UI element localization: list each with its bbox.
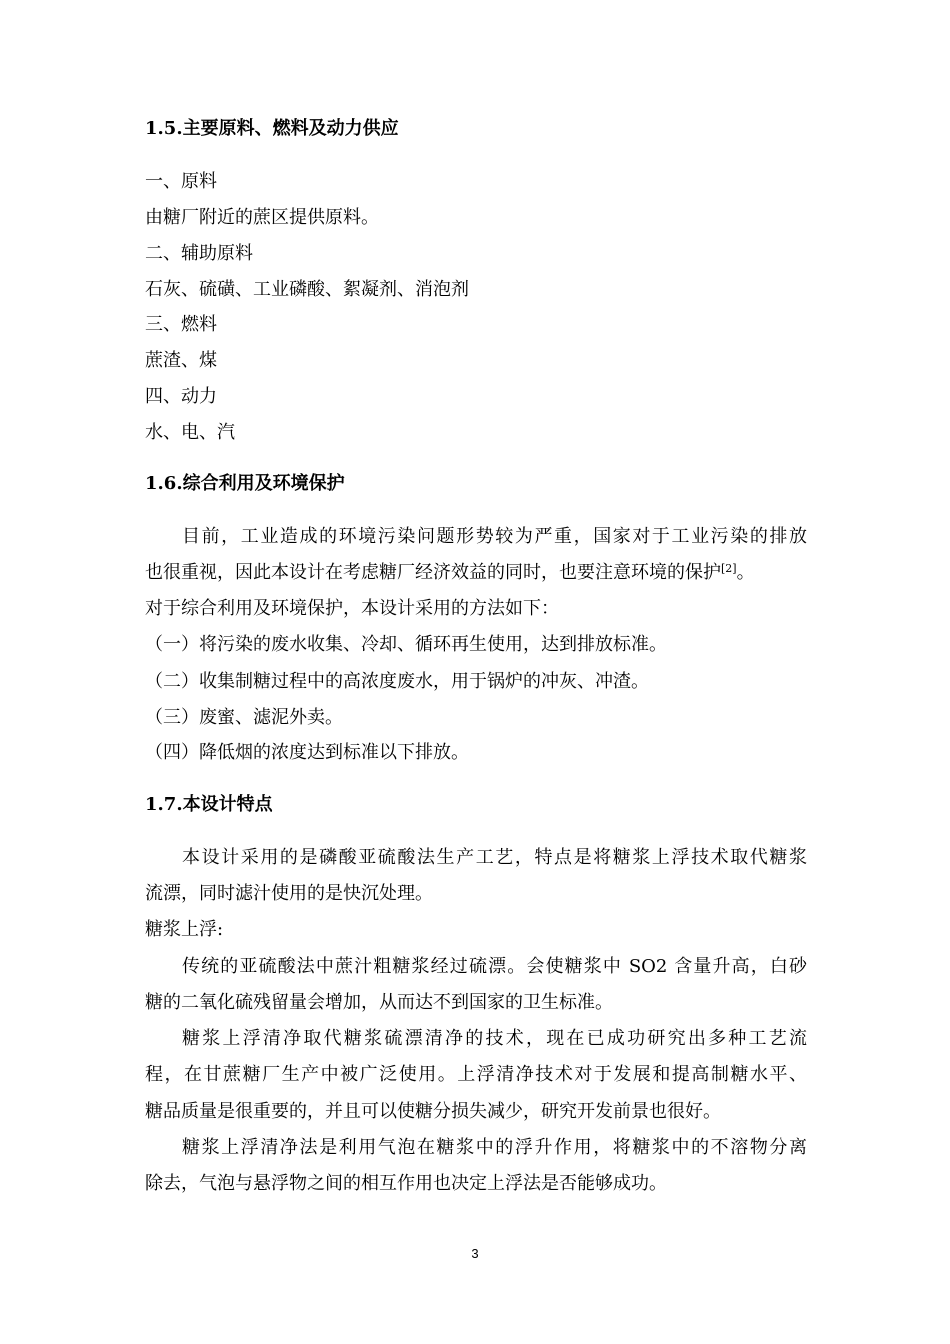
list-item: 由糖厂附近的蔗区提供原料。: [145, 207, 379, 228]
paragraph-line: 糖的二氧化硫残留量会增加，从而达不到国家的卫生标准。: [145, 992, 613, 1013]
paragraph-line: 糖浆上浮清净法是利用气泡在糖浆中的浮升作用，将糖浆中的不溶物分离: [182, 1137, 807, 1158]
paragraph-line: 糖品质量是很重要的，并且可以使糖分损失减少，研究开发前景也很好。: [145, 1101, 721, 1122]
paragraph-line: 除去，气泡与悬浮物之间的相互作用也决定上浮法是否能够成功。: [145, 1173, 667, 1194]
section-heading-1-5: 1.5.主要原料、燃料及动力供应: [145, 118, 399, 139]
list-item: 蔗渣、煤: [145, 350, 217, 371]
paragraph-line: 对于综合利用及环境保护，本设计采用的方法如下：: [145, 598, 559, 619]
citation-ref: [2]: [721, 562, 737, 575]
list-item: 水、电、汽: [145, 422, 235, 443]
paragraph-text: 也很重视，因此本设计在考虑糖厂经济效益的同时，也要注意环境的保护: [145, 562, 721, 583]
paragraph-line: 程，在甘蔗糖厂生产中被广泛使用。上浮清净技术对于发展和提高制糖水平、: [145, 1064, 807, 1085]
paragraph-line: [145, 561, 755, 585]
subheading: 糖浆上浮:: [145, 919, 224, 940]
list-item: （一）将污染的废水收集、冷却、循环再生使用，达到排放标准。: [145, 634, 667, 655]
list-item: （三）废蜜、滤泥外卖。: [145, 707, 343, 728]
list-item: 四、动力: [145, 386, 217, 407]
paragraph-line: 本设计采用的是磷酸亚硫酸法生产工艺，特点是将糖浆上浮技术取代糖浆: [182, 847, 807, 868]
section-heading-1-6: 1.6.综合利用及环境保护: [145, 473, 345, 494]
list-item: 石灰、硫磺、工业磷酸、絮凝剂、消泡剂: [145, 279, 469, 300]
paragraph-end: 。: [736, 562, 755, 583]
list-item: （二）收集制糖过程中的高浓度废水，用于锅炉的冲灰、冲渣。: [145, 671, 649, 692]
paragraph-line: 传统的亚硫酸法中蔗汁粗糖浆经过硫漂。会使糖浆中 SO2 含量升高，白砂: [182, 956, 807, 977]
paragraph-line: 目前，工业造成的环境污染问题形势较为严重，国家对于工业污染的排放: [182, 526, 807, 547]
page-number: 3: [471, 1246, 479, 1261]
paragraph-line: 流漂，同时滤汁使用的是快沉处理。: [145, 883, 433, 904]
paragraph-line: 糖浆上浮清净取代糖浆硫漂清净的技术，现在已成功研究出多种工艺流: [182, 1028, 807, 1049]
list-item: 一、原料: [145, 171, 217, 192]
section-heading-1-7: 1.7.本设计特点: [145, 794, 273, 815]
list-item: 三、燃料: [145, 314, 217, 335]
list-item: （四）降低烟的浓度达到标准以下排放。: [145, 742, 469, 763]
list-item: 二、辅助原料: [145, 243, 253, 264]
